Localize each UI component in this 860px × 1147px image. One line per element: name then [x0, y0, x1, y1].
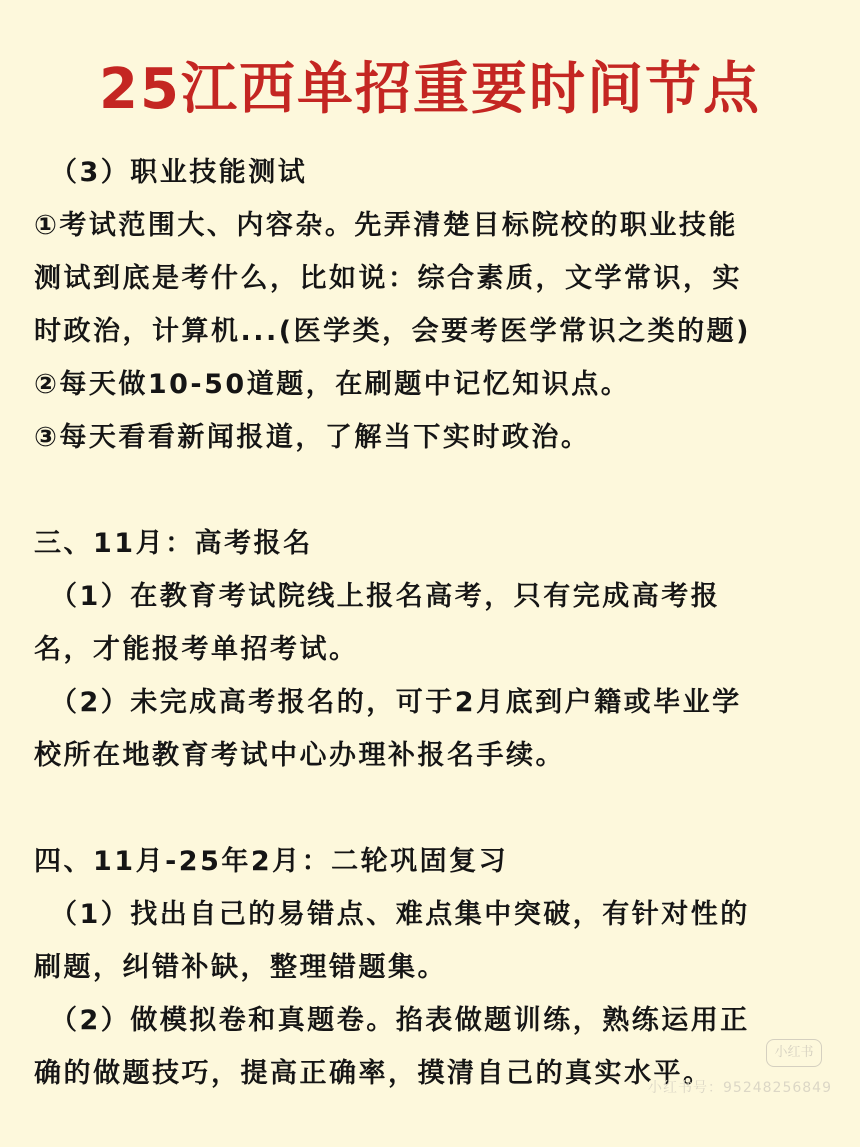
skill-test-line: 时政治，计算机...(医学类，会要考医学常识之类的题): [34, 316, 751, 347]
section-spacer: [34, 782, 834, 835]
page-title: 25江西单招重要时间节点: [99, 57, 761, 122]
section-three-line: （1）在教育考试院线上报名高考，只有完成高考报: [50, 581, 721, 612]
skill-test-heading: （3）职业技能测试: [50, 157, 308, 188]
section-three-line: 校所在地教育考试中心办理补报名手续。: [34, 740, 565, 771]
section-four-line: 刷题，纠错补缺，整理错题集。: [34, 952, 447, 983]
section-four-heading: 四、11月-25年2月：二轮巩固复习: [34, 846, 509, 877]
watermark-logo: 小红书: [766, 1039, 822, 1067]
section-three-line: （2）未完成高考报名的，可于2月底到户籍或毕业学: [50, 687, 742, 718]
watermark: [632, 1039, 832, 1109]
section-four-line: （2）做模拟卷和真题卷。掐表做题训练，熟练运用正: [50, 1005, 750, 1036]
skill-test-line: ②每天做10-50道题，在刷题中记忆知识点。: [34, 369, 631, 400]
section-four-line: （1）找出自己的易错点、难点集中突破，有针对性的: [50, 899, 750, 930]
skill-test-line: ③每天看看新闻报道，了解当下实时政治。: [34, 422, 591, 453]
watermark-id: 小红书号：9524825684​9: [648, 1080, 832, 1096]
section-four-line: 确的做题技巧，提高正确率，摸清自己的真实水平。: [34, 1058, 713, 1089]
content-body: [34, 146, 834, 1100]
section-three-heading: 三、11月：高考报名: [34, 528, 313, 559]
skill-test-line: ①考试范围大、内容杂。先弄清楚目标院校的职业技能: [34, 210, 738, 241]
skill-test-line: 测试到底是考什么，比如说：综合素质，文学常识，实: [34, 263, 742, 294]
section-three-line: 名，才能报考单招考试。: [34, 634, 359, 665]
section-spacer: [34, 464, 834, 517]
